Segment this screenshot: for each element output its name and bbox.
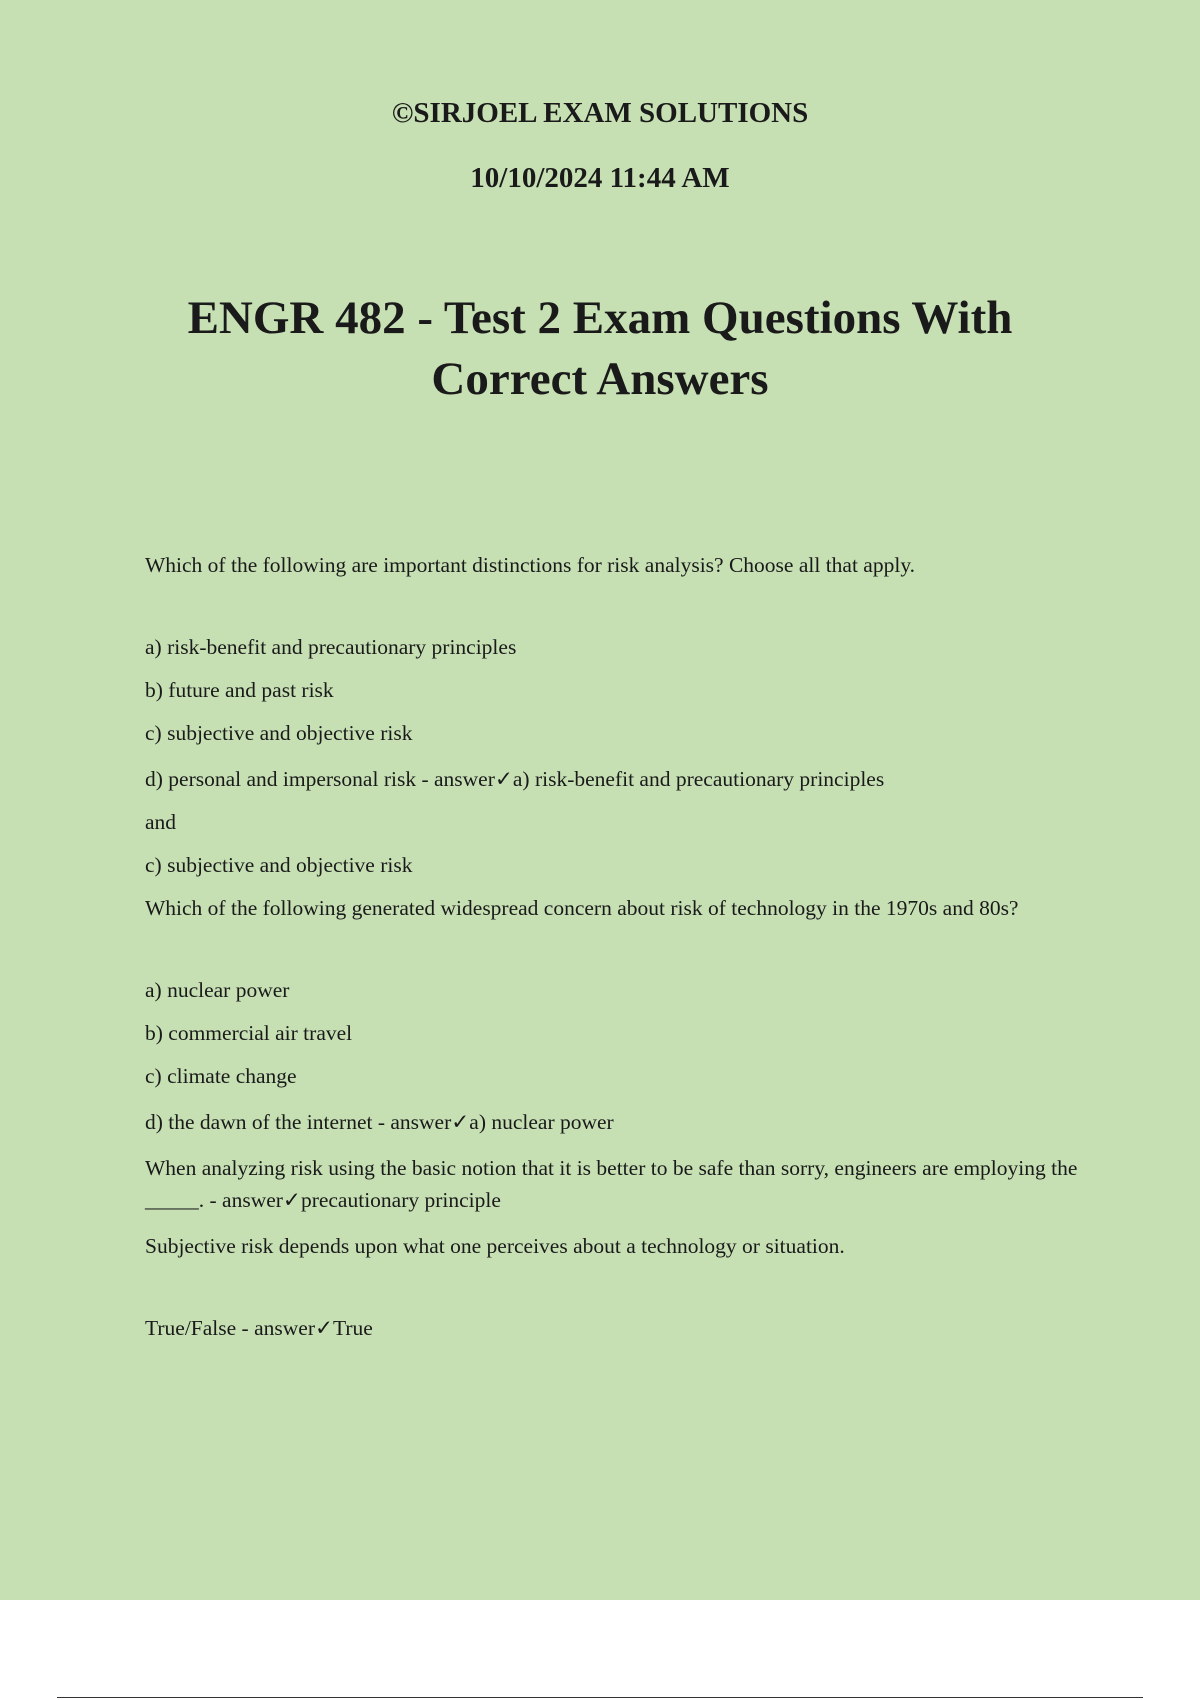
title-line-1: ENGR 482 - Test 2 Exam Questions With [187, 292, 1013, 344]
question-3-prompt: When analyzing risk using the basic notion that it is better to be safe than sorry, engineers are employing the _____. - answer✓precautionary principle [145, 1156, 1078, 1212]
timestamp: 10/10/2024 11:44 AM [470, 162, 730, 194]
question-1-answer-c: c) subjective and objective risk [145, 853, 413, 877]
page-title [0, 288, 1200, 410]
brand-header: ©SIRJOEL EXAM SOLUTIONS [391, 97, 809, 129]
question-4-prompt: Subjective risk depends upon what one perceives about a technology or situation. [145, 1234, 845, 1258]
question-1-option-a: a) risk-benefit and precautionary principles [145, 635, 517, 659]
question-2-option-a: a) nuclear power [145, 978, 290, 1002]
question-1-option-d: d) personal and impersonal risk - answer✓a) risk-benefit and precautionary principles [145, 767, 885, 791]
question-list [145, 549, 1085, 1344]
question-4-answer: True/False - answer✓True [145, 1316, 373, 1340]
question-1-prompt: Which of the following are important distinctions for risk analysis? Choose all that apply. [145, 553, 916, 577]
question-2-option-b: b) commercial air travel [145, 1021, 353, 1045]
title-line-2: Correct Answers [431, 353, 769, 405]
question-1-answer-and: and [145, 810, 177, 834]
footer-divider [57, 1697, 1143, 1698]
question-1-option-b: b) future and past risk [145, 678, 334, 702]
question-2-option-d: d) the dawn of the internet - answer✓a) nuclear power [145, 1110, 614, 1134]
question-2-prompt: Which of the following generated widespread concern about risk of technology in the 1970s and 80s? [145, 896, 1019, 920]
question-2-option-c: c) climate change [145, 1064, 297, 1088]
question-1-option-c: c) subjective and objective risk [145, 721, 413, 745]
